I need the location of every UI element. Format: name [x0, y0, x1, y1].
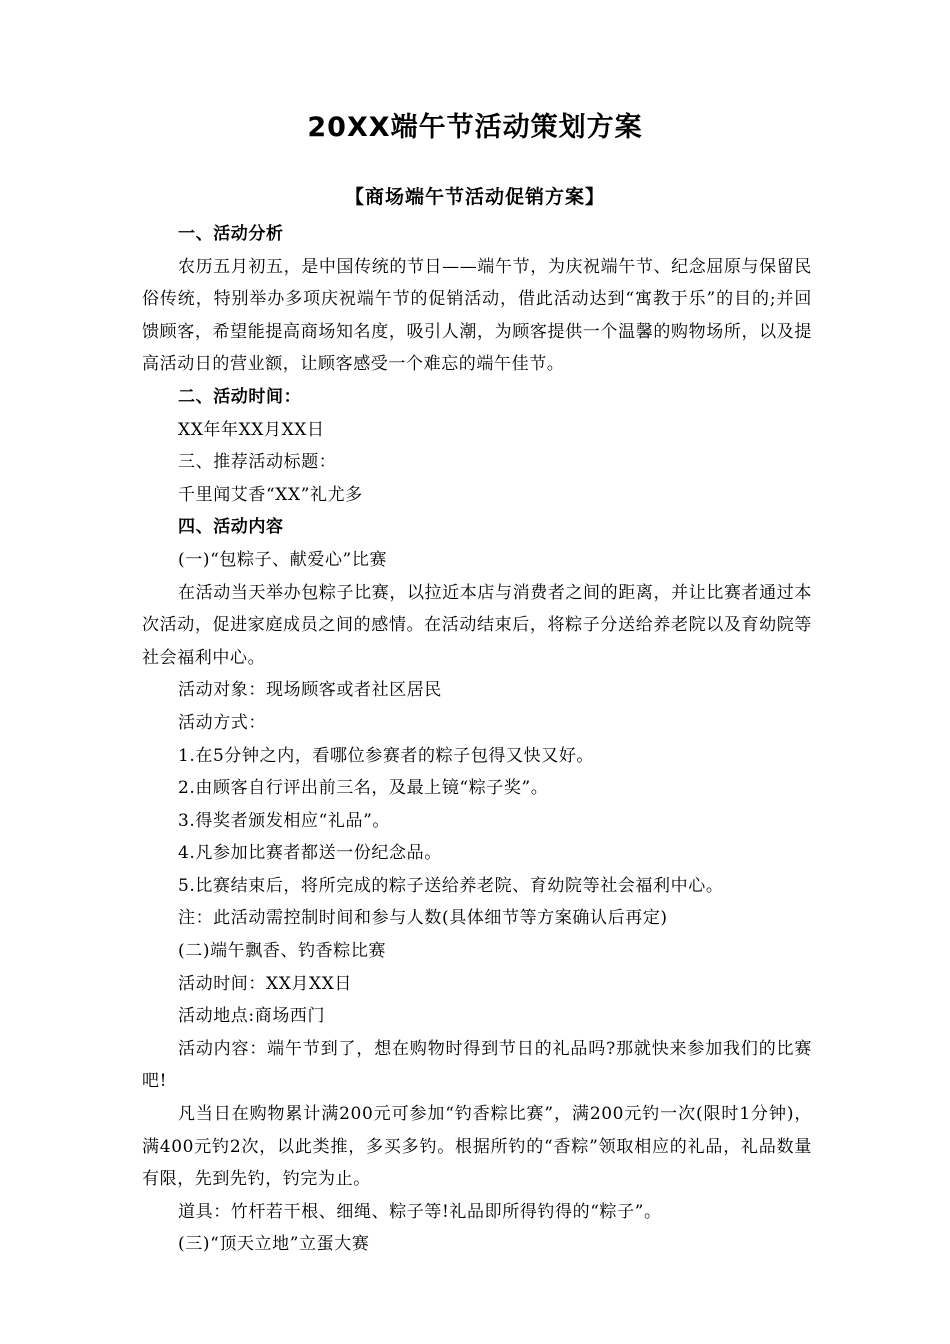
- list-item-4: 4.凡参加比赛者都送一份纪念品。: [178, 843, 442, 864]
- paragraph-date: XX年年XX月XX日: [178, 419, 325, 440]
- paragraph-target: 活动对象：现场顾客或者社区居民: [178, 680, 442, 701]
- paragraph-fishing-time: 活动时间：XX月XX日: [178, 973, 353, 994]
- subheading-zongzi-contest: (一)“包粽子、献爱心”比赛: [178, 549, 388, 570]
- list-item-1: 1.在5分钟之内，看哪位参赛者的粽子包得又快又好。: [178, 745, 595, 766]
- document-body: [142, 218, 812, 1261]
- subheading-fishing-contest: (二)端午飘香、钓香粽比赛: [178, 941, 387, 962]
- heading-analysis: 一、活动分析: [178, 224, 284, 244]
- list-item-5: 5.比赛结束后，将所完成的粽子送给养老院、育幼院等社会福利中心。: [178, 875, 724, 896]
- paragraph-zongzi-intro: 在活动当天举办包粽子比赛，以拉近本店与消费者之间的距离，并让比赛者通过本次活动，促进家庭成员之间的感情。在活动结束后，将粽子分送给养老院以及育幼院等社会福利中心。: [142, 582, 812, 668]
- paragraph-props: 道具：竹杆若干根、细绳、粽子等!礼品即所得钓得的“粽子”。: [178, 1201, 662, 1222]
- list-item-3: 3.得奖者颁发相应“礼品”。: [178, 810, 391, 831]
- paragraph-fishing-rules: 凡当日在购物累计满200元可参加“钓香粽比赛”，满200元钓一次(限时1分钟)，满400元钓2次，以此类推，多买多钓。根据所钓的“香粽”领取相应的礼品，礼品数量有限，先到先钓，钓完为止。: [142, 1104, 812, 1190]
- list-item-2: 2.由顾客自行评出前三名，及最上镜“粽子奖”。: [178, 778, 549, 799]
- heading-recommended-title: 三、推荐活动标题：: [178, 452, 337, 473]
- paragraph-note: 注：此活动需控制时间和参与人数(具体细节等方案确认后再定): [178, 908, 668, 929]
- heading-time: 二、活动时间：: [178, 386, 302, 407]
- paragraph-slogan: 千里闻艾香“XX”礼尤多: [178, 484, 363, 505]
- paragraph-method-label: 活动方式：: [178, 712, 266, 733]
- document-subtitle: 【商场端午节活动促销方案】: [344, 186, 605, 208]
- heading-content: 四、活动内容: [178, 517, 284, 538]
- paragraph-analysis: 农历五月初五，是中国传统的节日——端午节，为庆祝端午节、纪念屈原与保留民俗传统，特别举办多项庆祝端午节的促销活动，借此活动达到“寓教于乐”的目的;并回馈顾客，希望能提高商场知名度，吸引人潮，为顾客提供一个温馨的购物场所，以及提高活动日的营业额，让顾客感受一个难忘的端午佳节。: [142, 256, 812, 375]
- paragraph-fishing-content: 活动内容：端午节到了，想在购物时得到节日的礼品吗?那就快来参加我们的比赛吧!: [142, 1038, 812, 1092]
- document-title: 20XX端午节活动策划方案: [307, 112, 643, 143]
- paragraph-fishing-location: 活动地点:商场西门: [178, 1006, 326, 1027]
- subheading-egg-contest: (三)“顶天立地”立蛋大赛: [178, 1234, 370, 1255]
